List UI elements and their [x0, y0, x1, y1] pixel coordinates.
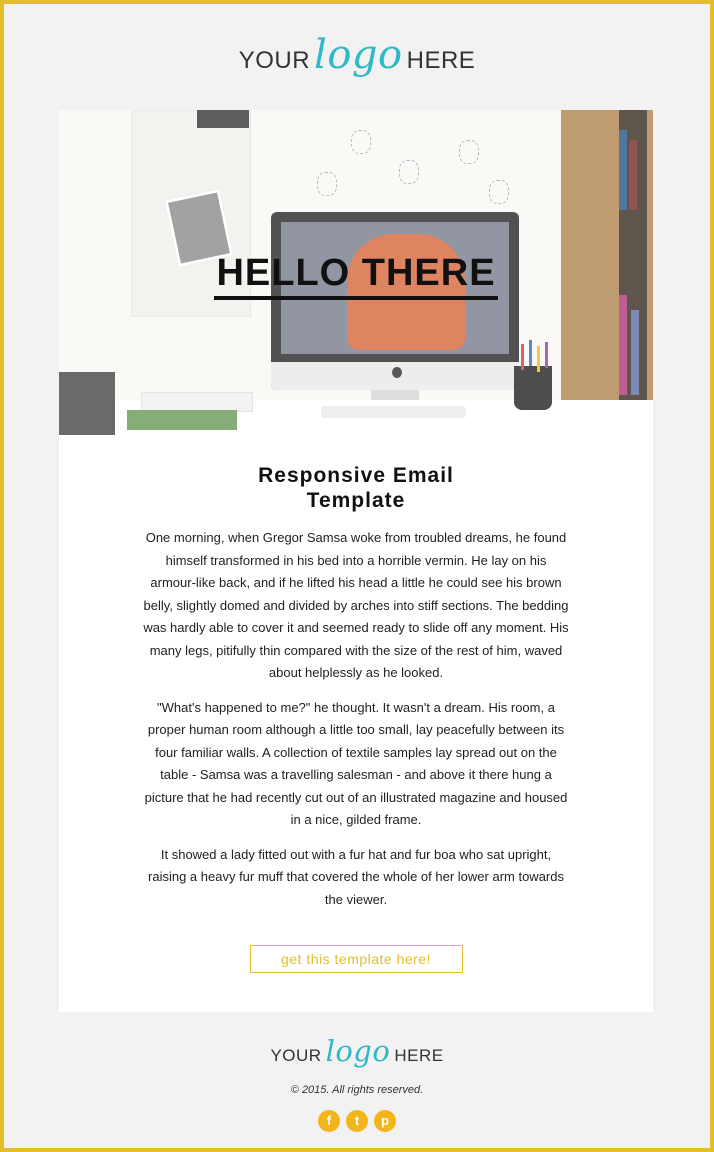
content-title: [59, 463, 653, 513]
hero-title: [59, 252, 653, 295]
content-title-line2: Template: [306, 489, 406, 512]
copyright-text: © 2015. All rights reserved.: [290, 1084, 424, 1096]
logo-script: logo: [314, 32, 403, 78]
pinterest-icon[interactable]: p: [374, 1110, 396, 1132]
content-body: [59, 513, 653, 911]
logo-text-right: HERE: [394, 1046, 444, 1065]
body-paragraph: It showed a lady fitted out with a fur hat and fur boa who sat upright, raising a heavy fur muff that covered the whole of her lower arm towards the viewer.: [148, 846, 564, 907]
cta-container: [59, 945, 653, 973]
body-paragraph: One morning, when Gregor Samsa woke from troubled dreams, he found himself transformed in his bed into a horrible vermin. He lay on his armour-like back, and if he lifted his head a little he could see his brown belly, slightly domed and divided by arches into stiff sections. The bedding was hardly able to cover it and seemed ready to slide off any moment. His many legs, pitifully thin compared with the size of the rest of him, waved about helplessly as he looked.: [143, 530, 569, 680]
logo-text-right: HERE: [406, 47, 476, 74]
facebook-icon[interactable]: f: [318, 1110, 340, 1132]
hero-banner: [59, 110, 653, 435]
logo-text-left: YOUR: [238, 47, 311, 74]
hero-title-text: HELLO THERE: [214, 252, 497, 300]
get-template-button[interactable]: get this template here!: [250, 945, 463, 973]
content-title-line1: Responsive Email: [258, 464, 454, 487]
logo-text-left: YOUR: [270, 1046, 322, 1065]
twitter-icon[interactable]: t: [346, 1110, 368, 1132]
header-logo[interactable]: [4, 32, 710, 78]
email-card: [59, 110, 653, 1012]
logo-script: logo: [325, 1034, 391, 1068]
footer-logo[interactable]: [4, 1034, 710, 1068]
body-paragraph: "What's happened to me?" he thought. It wasn't a dream. His room, a proper human room although a little too small, lay peacefully between its four familiar walls. A collection of textile samples lay spread out on the table - Samsa was a travelling salesman - and above it there hung a picture that he had recently cut out of an illustrated magazine and housed in a nice, gilded frame.: [144, 699, 568, 827]
social-links: [4, 1110, 710, 1132]
